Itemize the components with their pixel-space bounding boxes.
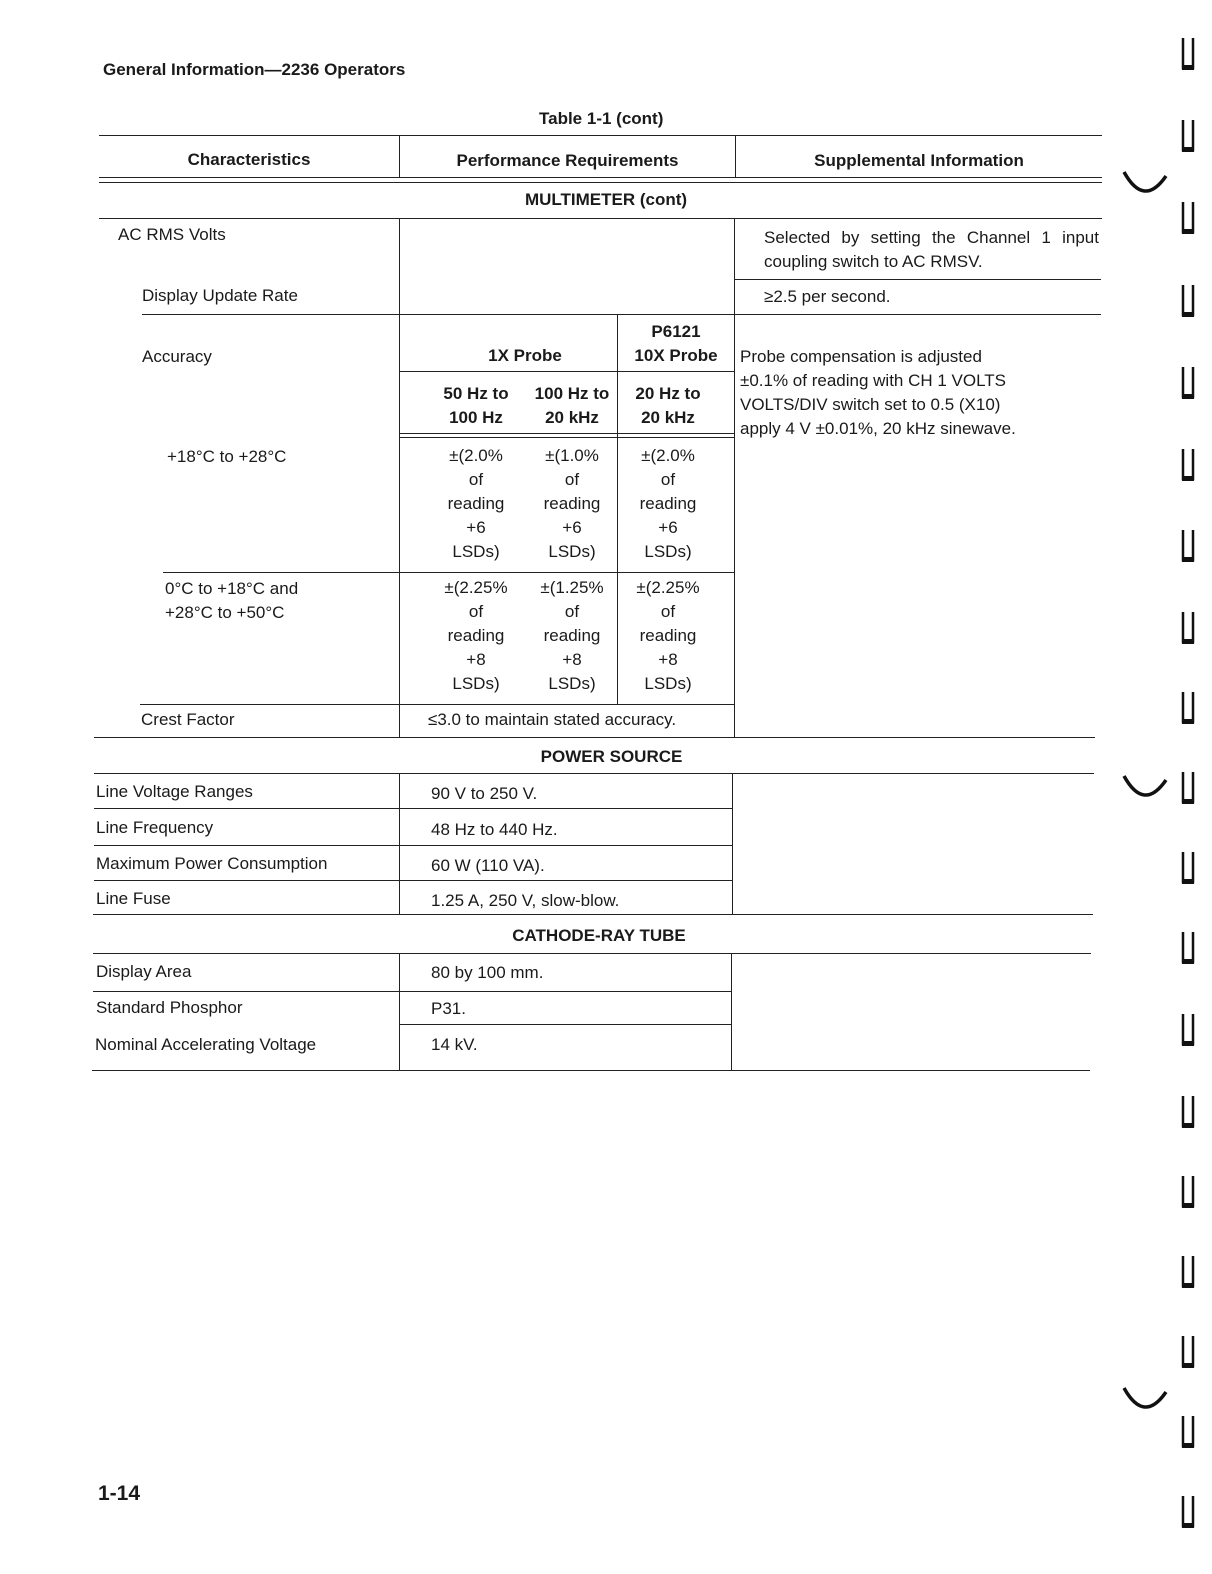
column-header-performance: Performance Requirements <box>456 151 679 170</box>
row2-col1-l3: reading <box>447 626 505 645</box>
crt-row-3-label: Nominal Accelerating Voltage <box>95 1035 317 1054</box>
row2-col3 <box>618 576 718 696</box>
row2-col2-l2: of <box>564 602 580 621</box>
table-top-rule <box>99 135 1102 136</box>
multimeter-bottom-rule <box>94 737 1095 738</box>
row2-col3-l2: of <box>660 602 676 621</box>
row1-col1-l1: ±(2.0% <box>449 446 503 465</box>
row1-col2-l2: of <box>564 470 580 489</box>
binder-hole-mark <box>1180 283 1196 319</box>
row1-col3 <box>618 444 718 564</box>
row2-col2-l5: LSDs) <box>548 674 596 693</box>
mm-divider-2 <box>734 218 735 738</box>
power-row-2-value: 48 Hz to 440 Hz. <box>431 820 558 839</box>
row1-col3-l2: of <box>660 470 676 489</box>
binder-hole-mark <box>1180 1094 1196 1130</box>
temp-range-2-line-2: +28°C to +50°C <box>165 603 285 622</box>
display-update-bottom-rule <box>142 314 1101 315</box>
power-row-4-value: 1.25 A, 250 V, slow-blow. <box>431 891 620 910</box>
row1-col3-l4: +6 <box>658 518 678 537</box>
power-divider-1 <box>399 773 400 915</box>
temp-range-1: +18°C to +28°C <box>167 447 287 466</box>
power-row-2-label: Line Frequency <box>96 818 214 837</box>
header-double-rule-a <box>99 177 1102 178</box>
row1-col2 <box>524 444 620 564</box>
power-row-rule-3 <box>94 880 732 881</box>
table-title: Table 1-1 (cont) <box>539 109 664 128</box>
binder-hole-mark <box>1180 1012 1196 1048</box>
freq-header-2 <box>524 382 620 430</box>
binder-hole-mark <box>1180 1494 1196 1530</box>
row2-col3-l1: ±(2.25% <box>636 578 700 597</box>
row1-col3-l3: reading <box>639 494 697 513</box>
probe-10x-header: 10X Probe <box>634 346 718 365</box>
row1-col2-l3: reading <box>543 494 601 513</box>
probe-1x-header: 1X Probe <box>488 346 562 365</box>
binder-curve-mark <box>1120 1384 1172 1414</box>
row2-col1-l5: LSDs) <box>452 674 500 693</box>
row1-col1-l3: reading <box>447 494 505 513</box>
crt-divider-2 <box>731 953 732 1071</box>
row2-col2-l4: +8 <box>562 650 582 669</box>
crt-top-rule <box>93 953 1091 954</box>
binder-hole-mark <box>1180 1414 1196 1450</box>
running-header: General Information—2236 Operators <box>103 60 406 79</box>
freq-header-1 <box>428 382 524 430</box>
section-title-multimeter: MULTIMETER (cont) <box>524 190 688 209</box>
crt-row-1-value: 80 by 100 mm. <box>431 963 544 982</box>
row1-col2-l1: ±(1.0% <box>545 446 599 465</box>
crt-row-rule-1 <box>93 991 731 992</box>
power-row-4-label: Line Fuse <box>96 889 171 908</box>
crt-row-3-value: 14 kV. <box>431 1035 478 1054</box>
power-row-3-value: 60 W (110 VA). <box>431 856 545 875</box>
display-update-rate-value: ≥2.5 per second. <box>764 287 891 306</box>
crt-row-2-value: P31. <box>431 999 466 1018</box>
section-title-crt: CATHODE-RAY TUBE <box>512 926 686 945</box>
binder-hole-mark <box>1180 36 1196 72</box>
row1-col1 <box>428 444 524 564</box>
crest-factor-top-rule <box>140 704 734 705</box>
row2-col1 <box>428 576 524 696</box>
accuracy-note-line-4: apply 4 V ±0.01%, 20 kHz sinewave. <box>740 419 1016 438</box>
row1-col2-l5: LSDs) <box>548 542 596 561</box>
row1-col3-l1: ±(2.0% <box>641 446 695 465</box>
freq-header-3-line-2: 20 kHz <box>641 408 695 427</box>
binder-hole-mark <box>1180 850 1196 886</box>
crt-row-2-label: Standard Phosphor <box>96 998 243 1017</box>
row1-col2-l4: +6 <box>562 518 582 537</box>
freq-header-double-rule-b <box>399 437 734 438</box>
binder-hole-mark <box>1180 447 1196 483</box>
binder-hole-mark <box>1180 930 1196 966</box>
freq-header-3-line-1: 20 Hz to <box>635 384 701 403</box>
binder-hole-mark <box>1180 200 1196 236</box>
temp-range-2-line-1: 0°C to +18°C and <box>165 579 299 598</box>
column-header-characteristics: Characteristics <box>187 150 311 169</box>
binder-hole-mark <box>1180 365 1196 401</box>
accuracy-note-line-1: Probe compensation is adjusted <box>740 347 982 366</box>
power-row-1-value: 90 V to 250 V. <box>431 784 538 803</box>
section-title-power-source: POWER SOURCE <box>540 747 683 766</box>
binder-hole-mark <box>1180 770 1196 806</box>
probe-header-rule <box>399 371 734 372</box>
ac-rms-note: Selected by setting the Channel 1 input coupling switch to AC RMSV. <box>764 228 1099 271</box>
row1-col3-l5: LSDs) <box>644 542 692 561</box>
power-row-1-label: Line Voltage Ranges <box>96 782 253 801</box>
power-bottom-rule <box>93 914 1093 915</box>
page-number: 1-14 <box>98 1482 141 1505</box>
crest-factor-value: ≤3.0 to maintain stated accuracy. <box>428 710 677 729</box>
row2-col2-l3: reading <box>543 626 601 645</box>
crt-bottom-rule <box>92 1070 1090 1071</box>
binder-hole-mark <box>1180 118 1196 154</box>
freq-header-3 <box>618 382 718 430</box>
supp-rule-1 <box>735 279 1101 280</box>
row2-col1-l2: of <box>468 602 484 621</box>
binder-curve-mark <box>1120 168 1172 198</box>
binder-hole-mark <box>1180 1174 1196 1210</box>
binder-hole-mark <box>1180 528 1196 564</box>
temp-row-divider <box>163 572 734 573</box>
binder-hole-mark <box>1180 1334 1196 1370</box>
freq-header-2-line-1: 100 Hz to <box>534 384 610 403</box>
power-row-rule-2 <box>94 845 732 846</box>
probe-p6121-header: P6121 <box>651 322 701 341</box>
mm-divider-1 <box>399 218 400 738</box>
row1-col1-l4: +6 <box>466 518 486 537</box>
crt-row-rule-2 <box>399 1024 731 1025</box>
ac-rms-volts-label: AC RMS Volts <box>118 225 226 244</box>
freq-header-double-rule-a <box>399 433 734 434</box>
power-top-rule <box>94 773 1094 774</box>
row2-col2-l1: ±(1.25% <box>540 578 604 597</box>
binder-hole-mark <box>1180 1254 1196 1290</box>
accuracy-note-line-2: ±0.1% of reading with CH 1 VOLTS <box>740 371 1007 390</box>
row1-col1-l5: LSDs) <box>452 542 500 561</box>
crest-factor-label: Crest Factor <box>141 710 235 729</box>
temp-range-2 <box>165 577 298 625</box>
header-double-rule-b <box>99 182 1102 183</box>
binder-hole-mark <box>1180 690 1196 726</box>
row1-col1-l2: of <box>468 470 484 489</box>
accuracy-label: Accuracy <box>142 347 212 366</box>
power-divider-2 <box>732 773 733 915</box>
accuracy-note-line-3: VOLTS/DIV switch set to 0.5 (X10) <box>740 395 1001 414</box>
freq-header-2-line-2: 20 kHz <box>545 408 599 427</box>
row2-col2 <box>524 576 620 696</box>
binder-curve-mark <box>1120 772 1172 802</box>
power-row-3-label: Maximum Power Consumption <box>96 854 328 873</box>
freq-header-1-line-2: 100 Hz <box>449 408 503 427</box>
row2-col3-l4: +8 <box>658 650 678 669</box>
display-update-rate-label: Display Update Rate <box>142 286 298 305</box>
binder-hole-mark <box>1180 610 1196 646</box>
crt-divider-1 <box>399 953 400 1071</box>
row2-col3-l3: reading <box>639 626 697 645</box>
power-row-rule-1 <box>94 808 732 809</box>
accuracy-note <box>740 345 1100 441</box>
row2-col1-l4: +8 <box>466 650 486 669</box>
row2-col3-l5: LSDs) <box>644 674 692 693</box>
row2-col1-l1: ±(2.25% <box>444 578 508 597</box>
column-header-supplemental: Supplemental Information <box>814 151 1024 170</box>
crt-row-1-label: Display Area <box>96 962 192 981</box>
freq-header-1-line-1: 50 Hz to <box>443 384 509 403</box>
multimeter-top-rule <box>99 218 1102 219</box>
